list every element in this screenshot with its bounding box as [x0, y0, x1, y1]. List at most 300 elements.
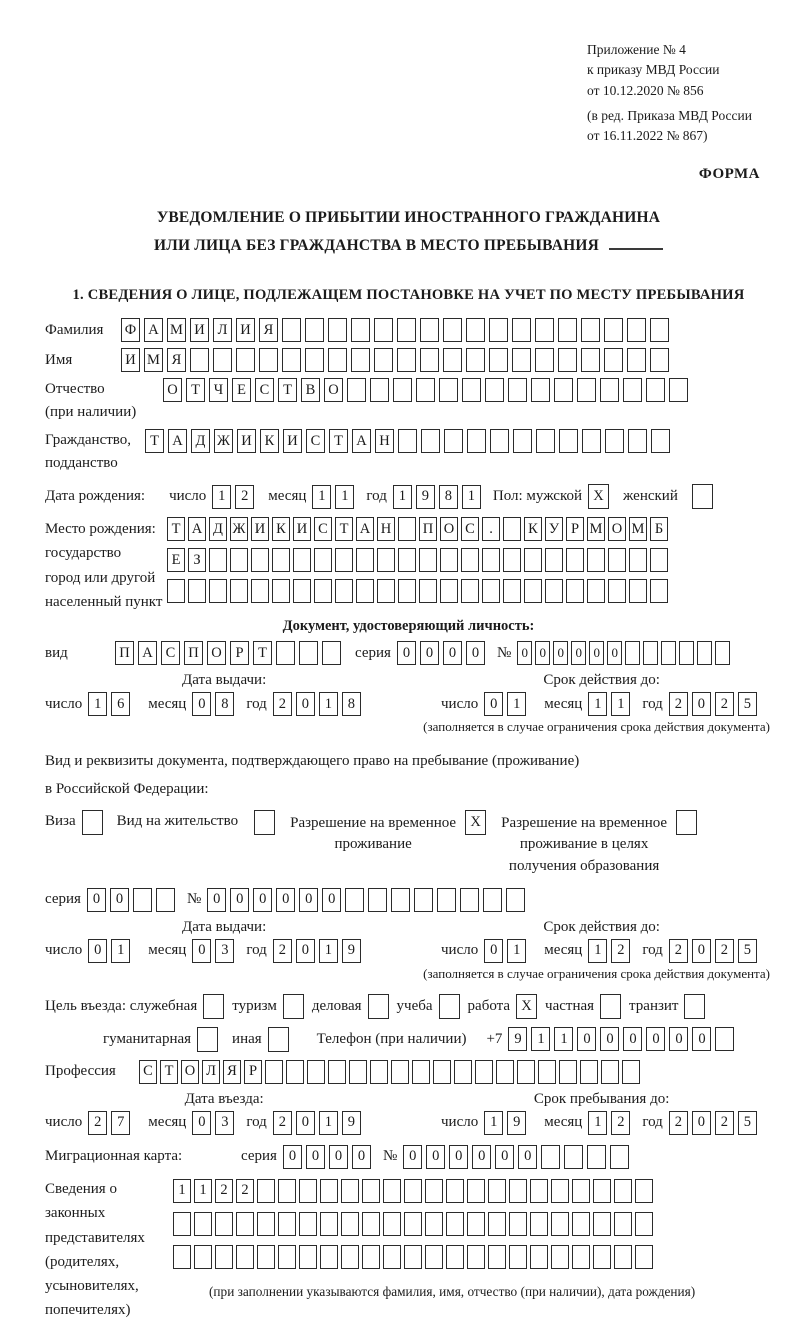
char-box[interactable] [368, 888, 387, 912]
char-box[interactable] [572, 1179, 590, 1203]
char-box[interactable] [356, 579, 374, 603]
char-box[interactable] [305, 318, 324, 342]
surname-input[interactable] [121, 318, 673, 342]
char-box[interactable] [646, 378, 665, 402]
char-box[interactable] [605, 429, 624, 453]
char-box[interactable] [488, 1212, 506, 1236]
char-box[interactable]: И [236, 318, 255, 342]
char-box[interactable] [446, 1245, 464, 1269]
char-box[interactable]: Т [160, 1060, 178, 1084]
char-box[interactable] [213, 348, 232, 372]
char-box[interactable] [404, 1245, 422, 1269]
char-box[interactable]: 0 [623, 1027, 642, 1051]
char-box[interactable] [635, 1245, 653, 1269]
title-blank-line[interactable] [609, 248, 663, 250]
representatives-row-2[interactable] [173, 1212, 695, 1236]
id-kind-input[interactable] [115, 641, 345, 665]
char-box[interactable]: 1 [554, 1027, 573, 1051]
char-box[interactable] [272, 579, 290, 603]
res-issue-year-input[interactable] [273, 939, 365, 963]
char-box[interactable]: 1 [312, 485, 331, 509]
char-box[interactable] [692, 484, 713, 509]
char-box[interactable] [341, 1245, 359, 1269]
mig-series-input[interactable] [283, 1145, 375, 1169]
char-box[interactable] [391, 888, 410, 912]
char-box[interactable] [524, 579, 542, 603]
char-box[interactable] [628, 429, 647, 453]
char-box[interactable] [587, 548, 605, 572]
purpose-work-checkbox[interactable] [516, 994, 537, 1019]
char-box[interactable] [341, 1212, 359, 1236]
char-box[interactable] [397, 348, 416, 372]
char-box[interactable]: А [168, 429, 187, 453]
char-box[interactable]: А [138, 641, 157, 665]
char-box[interactable] [299, 1212, 317, 1236]
char-box[interactable] [466, 318, 485, 342]
residence-permit-checkbox[interactable] [254, 810, 275, 835]
char-box[interactable] [377, 579, 395, 603]
char-box[interactable] [461, 579, 479, 603]
char-box[interactable] [581, 318, 600, 342]
char-box[interactable]: 1 [588, 692, 607, 716]
char-box[interactable]: Н [375, 429, 394, 453]
char-box[interactable] [467, 1212, 485, 1236]
char-box[interactable] [278, 1245, 296, 1269]
char-box[interactable]: 2 [235, 485, 254, 509]
char-box[interactable] [268, 1027, 289, 1052]
char-box[interactable] [593, 1212, 611, 1236]
char-box[interactable]: М [587, 517, 605, 541]
char-box[interactable]: 0 [553, 641, 568, 665]
char-box[interactable] [398, 548, 416, 572]
char-box[interactable] [559, 1060, 577, 1084]
char-box[interactable] [314, 579, 332, 603]
char-box[interactable] [512, 348, 531, 372]
char-box[interactable] [530, 1212, 548, 1236]
char-box[interactable]: 0 [299, 888, 318, 912]
char-box[interactable] [446, 1179, 464, 1203]
char-box[interactable]: 9 [507, 1111, 526, 1135]
char-box[interactable]: 1 [319, 1111, 338, 1135]
char-box[interactable]: 0 [230, 888, 249, 912]
char-box[interactable]: 0 [607, 641, 622, 665]
char-box[interactable] [412, 1060, 430, 1084]
char-box[interactable]: 2 [669, 1111, 688, 1135]
char-box[interactable]: П [115, 641, 134, 665]
char-box[interactable] [320, 1179, 338, 1203]
char-box[interactable] [299, 1245, 317, 1269]
char-box[interactable]: 0 [296, 692, 315, 716]
char-box[interactable]: 1 [319, 692, 338, 716]
char-box[interactable]: Е [232, 378, 251, 402]
char-box[interactable]: 0 [692, 1027, 711, 1051]
char-box[interactable] [650, 318, 669, 342]
res-valid-year-input[interactable] [669, 939, 761, 963]
char-box[interactable] [524, 548, 542, 572]
entry-month-input[interactable] [192, 1111, 238, 1135]
char-box[interactable] [600, 994, 621, 1019]
char-box[interactable]: 0 [535, 641, 550, 665]
char-box[interactable]: Д [191, 429, 210, 453]
char-box[interactable] [374, 348, 393, 372]
char-box[interactable] [715, 641, 730, 665]
char-box[interactable]: М [167, 318, 186, 342]
char-box[interactable]: 0 [88, 939, 107, 963]
char-box[interactable]: 3 [215, 1111, 234, 1135]
char-box[interactable] [629, 579, 647, 603]
entry-year-input[interactable] [273, 1111, 365, 1135]
char-box[interactable]: 2 [715, 692, 734, 716]
char-box[interactable]: 0 [426, 1145, 445, 1169]
char-box[interactable] [684, 994, 705, 1019]
char-box[interactable]: 1 [611, 692, 630, 716]
char-box[interactable]: Т [329, 429, 348, 453]
char-box[interactable] [466, 348, 485, 372]
char-box[interactable] [82, 810, 103, 835]
char-box[interactable]: 2 [611, 939, 630, 963]
char-box[interactable] [209, 548, 227, 572]
id-issue-year-input[interactable] [273, 692, 365, 716]
citizenship-input[interactable] [145, 429, 674, 453]
char-box[interactable]: П [184, 641, 203, 665]
char-box[interactable]: С [461, 517, 479, 541]
char-box[interactable]: К [524, 517, 542, 541]
char-box[interactable]: О [207, 641, 226, 665]
char-box[interactable]: 0 [397, 641, 416, 665]
char-box[interactable]: 0 [306, 1145, 325, 1169]
birth-month-input[interactable] [312, 485, 358, 509]
char-box[interactable] [531, 378, 550, 402]
char-box[interactable] [370, 378, 389, 402]
char-box[interactable] [625, 641, 640, 665]
char-box[interactable] [608, 579, 626, 603]
char-box[interactable] [538, 1060, 556, 1084]
res-valid-month-input[interactable] [588, 939, 634, 963]
char-box[interactable] [368, 994, 389, 1019]
birthplace-row-3[interactable] [167, 579, 671, 603]
char-box[interactable]: 0 [589, 641, 604, 665]
char-box[interactable]: 0 [646, 1027, 665, 1051]
char-box[interactable] [215, 1245, 233, 1269]
temp-residence-checkbox[interactable] [465, 810, 486, 835]
entry-day-input[interactable] [88, 1111, 134, 1135]
char-box[interactable]: Р [566, 517, 584, 541]
char-box[interactable] [272, 548, 290, 572]
id-series-input[interactable] [397, 641, 489, 665]
id-issue-day-input[interactable] [88, 692, 134, 716]
char-box[interactable] [194, 1245, 212, 1269]
char-box[interactable]: С [255, 378, 274, 402]
char-box[interactable] [439, 378, 458, 402]
char-box[interactable] [328, 318, 347, 342]
char-box[interactable] [512, 318, 531, 342]
char-box[interactable] [614, 1212, 632, 1236]
char-box[interactable]: 2 [215, 1179, 233, 1203]
char-box[interactable] [490, 429, 509, 453]
char-box[interactable] [397, 318, 416, 342]
char-box[interactable] [582, 429, 601, 453]
char-box[interactable]: Н [377, 517, 395, 541]
char-box[interactable] [335, 579, 353, 603]
char-box[interactable] [188, 579, 206, 603]
char-box[interactable] [535, 348, 554, 372]
char-box[interactable] [254, 810, 275, 835]
char-box[interactable]: Я [259, 318, 278, 342]
char-box[interactable] [604, 318, 623, 342]
char-box[interactable]: М [629, 517, 647, 541]
char-box[interactable] [236, 1212, 254, 1236]
char-box[interactable]: 5 [738, 1111, 757, 1135]
char-box[interactable]: 9 [342, 1111, 361, 1135]
char-box[interactable] [341, 1179, 359, 1203]
char-box[interactable] [230, 579, 248, 603]
char-box[interactable]: С [314, 517, 332, 541]
char-box[interactable] [564, 1145, 583, 1169]
char-box[interactable] [351, 318, 370, 342]
char-box[interactable]: 0 [329, 1145, 348, 1169]
char-box[interactable] [530, 1245, 548, 1269]
char-box[interactable] [587, 579, 605, 603]
profession-input[interactable] [139, 1060, 643, 1084]
char-box[interactable] [551, 1212, 569, 1236]
char-box[interactable] [347, 378, 366, 402]
char-box[interactable]: А [144, 318, 163, 342]
char-box[interactable]: X [465, 810, 486, 835]
char-box[interactable]: 1 [588, 939, 607, 963]
char-box[interactable] [320, 1212, 338, 1236]
purpose-tourism-checkbox[interactable] [283, 994, 304, 1019]
char-box[interactable]: 9 [416, 485, 435, 509]
stay-year-input[interactable] [669, 1111, 761, 1135]
char-box[interactable] [581, 348, 600, 372]
char-box[interactable] [517, 1060, 535, 1084]
id-valid-year-input[interactable] [669, 692, 761, 716]
char-box[interactable] [593, 1245, 611, 1269]
sex-female-checkbox[interactable] [692, 484, 713, 509]
char-box[interactable]: 0 [296, 939, 315, 963]
char-box[interactable] [462, 378, 481, 402]
char-box[interactable] [509, 1212, 527, 1236]
char-box[interactable] [251, 548, 269, 572]
char-box[interactable] [558, 348, 577, 372]
char-box[interactable]: 0 [692, 939, 711, 963]
char-box[interactable] [614, 1245, 632, 1269]
purpose-transit-checkbox[interactable] [684, 994, 705, 1019]
char-box[interactable] [661, 641, 676, 665]
char-box[interactable] [404, 1212, 422, 1236]
char-box[interactable] [257, 1212, 275, 1236]
char-box[interactable] [541, 1145, 560, 1169]
res-issue-month-input[interactable] [192, 939, 238, 963]
char-box[interactable] [503, 579, 521, 603]
char-box[interactable]: 0 [466, 641, 485, 665]
char-box[interactable]: 0 [449, 1145, 468, 1169]
char-box[interactable]: 1 [212, 485, 231, 509]
char-box[interactable]: 6 [111, 692, 130, 716]
char-box[interactable] [377, 548, 395, 572]
char-box[interactable] [627, 318, 646, 342]
char-box[interactable]: . [482, 517, 500, 541]
char-box[interactable]: 5 [738, 692, 757, 716]
char-box[interactable]: 0 [692, 692, 711, 716]
char-box[interactable]: 0 [192, 1111, 211, 1135]
char-box[interactable] [551, 1245, 569, 1269]
char-box[interactable] [265, 1060, 283, 1084]
char-box[interactable] [440, 548, 458, 572]
char-box[interactable] [257, 1245, 275, 1269]
char-box[interactable] [485, 378, 504, 402]
char-box[interactable]: X [588, 484, 609, 509]
char-box[interactable]: 0 [518, 1145, 537, 1169]
char-box[interactable]: О [163, 378, 182, 402]
char-box[interactable]: 1 [462, 485, 481, 509]
char-box[interactable]: С [161, 641, 180, 665]
char-box[interactable] [398, 579, 416, 603]
char-box[interactable]: 9 [342, 939, 361, 963]
char-box[interactable] [489, 318, 508, 342]
char-box[interactable] [335, 548, 353, 572]
char-box[interactable] [156, 888, 175, 912]
char-box[interactable]: Я [167, 348, 186, 372]
char-box[interactable] [580, 1060, 598, 1084]
char-box[interactable] [444, 429, 463, 453]
char-box[interactable] [167, 579, 185, 603]
char-box[interactable]: З [188, 548, 206, 572]
char-box[interactable] [536, 429, 555, 453]
char-box[interactable]: 8 [439, 485, 458, 509]
char-box[interactable] [370, 1060, 388, 1084]
char-box[interactable]: И [190, 318, 209, 342]
char-box[interactable]: X [516, 994, 537, 1019]
char-box[interactable]: 1 [531, 1027, 550, 1051]
char-box[interactable]: С [306, 429, 325, 453]
char-box[interactable]: 0 [192, 939, 211, 963]
char-box[interactable]: Т [335, 517, 353, 541]
mig-number-input[interactable] [403, 1145, 633, 1169]
purpose-private-checkbox[interactable] [600, 994, 621, 1019]
char-box[interactable] [282, 318, 301, 342]
char-box[interactable] [278, 1179, 296, 1203]
res-series-input[interactable] [87, 888, 179, 912]
char-box[interactable] [488, 1179, 506, 1203]
char-box[interactable] [623, 378, 642, 402]
char-box[interactable]: Т [186, 378, 205, 402]
char-box[interactable]: В [301, 378, 320, 402]
birth-year-input[interactable] [393, 485, 485, 509]
char-box[interactable] [203, 994, 224, 1019]
char-box[interactable]: Т [145, 429, 164, 453]
char-box[interactable] [419, 548, 437, 572]
char-box[interactable] [356, 548, 374, 572]
char-box[interactable]: 1 [111, 939, 130, 963]
stay-day-input[interactable] [484, 1111, 530, 1135]
char-box[interactable] [133, 888, 152, 912]
char-box[interactable] [420, 318, 439, 342]
char-box[interactable] [467, 429, 486, 453]
char-box[interactable]: 0 [692, 1111, 711, 1135]
char-box[interactable]: 0 [472, 1145, 491, 1169]
char-box[interactable] [629, 548, 647, 572]
char-box[interactable]: 8 [215, 692, 234, 716]
char-box[interactable]: 1 [173, 1179, 191, 1203]
char-box[interactable]: 2 [715, 1111, 734, 1135]
char-box[interactable]: О [608, 517, 626, 541]
char-box[interactable]: 1 [588, 1111, 607, 1135]
char-box[interactable] [635, 1212, 653, 1236]
char-box[interactable] [454, 1060, 472, 1084]
id-number-input[interactable] [517, 641, 733, 665]
char-box[interactable] [558, 318, 577, 342]
birthplace-row-1[interactable] [167, 517, 671, 541]
char-box[interactable] [215, 1212, 233, 1236]
patronymic-input[interactable] [163, 378, 692, 402]
purpose-official-checkbox[interactable] [203, 994, 224, 1019]
char-box[interactable] [362, 1212, 380, 1236]
char-box[interactable]: 0 [276, 888, 295, 912]
char-box[interactable] [482, 548, 500, 572]
char-box[interactable]: 0 [110, 888, 129, 912]
char-box[interactable] [503, 548, 521, 572]
char-box[interactable] [425, 1179, 443, 1203]
char-box[interactable]: 0 [517, 641, 532, 665]
char-box[interactable]: 2 [88, 1111, 107, 1135]
char-box[interactable]: 0 [322, 888, 341, 912]
char-box[interactable] [488, 1245, 506, 1269]
char-box[interactable] [419, 579, 437, 603]
char-box[interactable]: 2 [611, 1111, 630, 1135]
char-box[interactable] [197, 1027, 218, 1052]
char-box[interactable]: Б [650, 517, 668, 541]
char-box[interactable] [601, 1060, 619, 1084]
char-box[interactable] [251, 579, 269, 603]
char-box[interactable]: 0 [283, 1145, 302, 1169]
char-box[interactable] [283, 994, 304, 1019]
char-box[interactable]: Л [202, 1060, 220, 1084]
char-box[interactable] [461, 548, 479, 572]
char-box[interactable] [391, 1060, 409, 1084]
char-box[interactable] [643, 641, 658, 665]
char-box[interactable] [299, 641, 318, 665]
char-box[interactable]: Ж [230, 517, 248, 541]
birth-day-input[interactable] [212, 485, 258, 509]
birthplace-row-2[interactable] [167, 548, 671, 572]
char-box[interactable]: И [293, 517, 311, 541]
phone-input[interactable] [508, 1027, 738, 1051]
char-box[interactable]: 3 [215, 939, 234, 963]
char-box[interactable]: Т [253, 641, 272, 665]
char-box[interactable]: Д [209, 517, 227, 541]
char-box[interactable] [349, 1060, 367, 1084]
visa-checkbox[interactable] [82, 810, 103, 835]
res-issue-day-input[interactable] [88, 939, 134, 963]
char-box[interactable]: 1 [194, 1179, 212, 1203]
char-box[interactable] [328, 1060, 346, 1084]
char-box[interactable] [293, 579, 311, 603]
purpose-humanitarian-checkbox[interactable] [197, 1027, 218, 1052]
char-box[interactable] [305, 348, 324, 372]
char-box[interactable]: Т [278, 378, 297, 402]
stay-month-input[interactable] [588, 1111, 634, 1135]
char-box[interactable] [437, 888, 456, 912]
char-box[interactable] [383, 1179, 401, 1203]
char-box[interactable] [669, 378, 688, 402]
char-box[interactable] [559, 429, 578, 453]
char-box[interactable] [572, 1245, 590, 1269]
char-box[interactable]: А [352, 429, 371, 453]
char-box[interactable]: И [283, 429, 302, 453]
temp-residence-edu-checkbox[interactable] [676, 810, 697, 835]
char-box[interactable]: 0 [600, 1027, 619, 1051]
